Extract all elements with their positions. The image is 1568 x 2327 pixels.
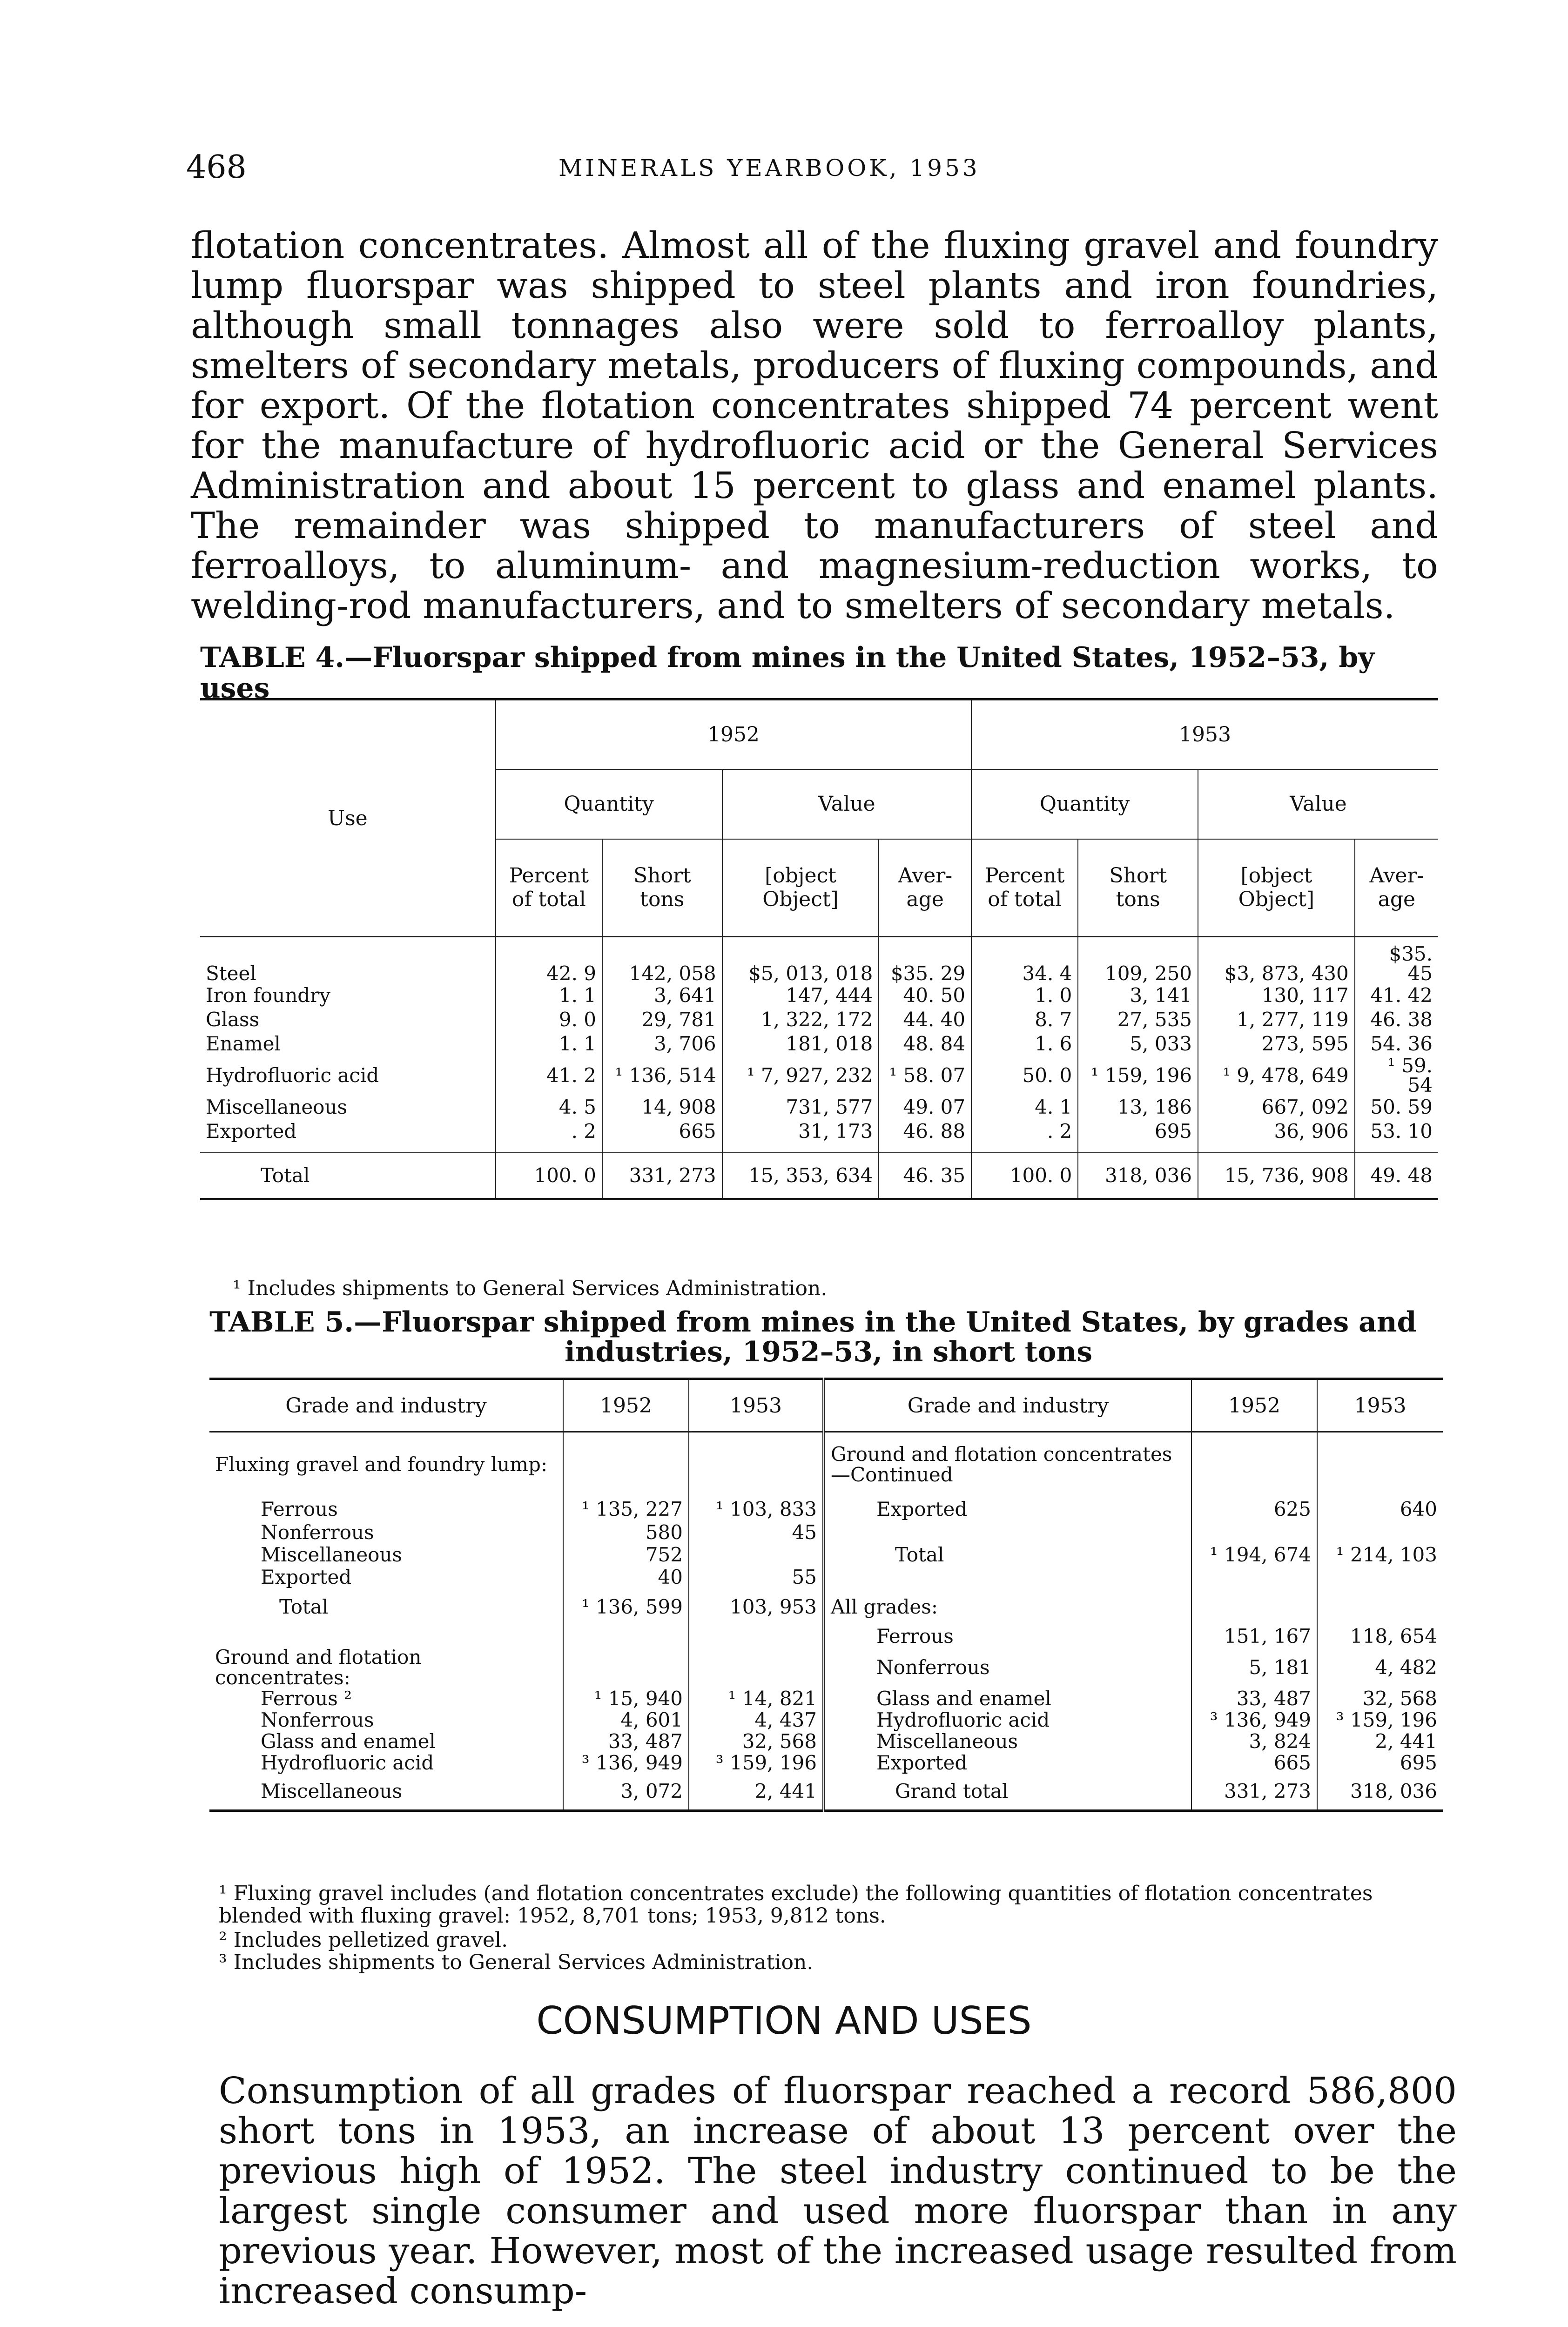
running-header <box>186 149 1438 186</box>
cell-value: ¹ 7, 927, 232 <box>722 1056 879 1095</box>
value-1953: ¹ 14, 821 <box>689 1688 824 1709</box>
cell-value: 1, 277, 119 <box>1198 1008 1355 1032</box>
use-label: Exported <box>206 1119 297 1143</box>
avg-1952-header: Aver-age <box>879 839 971 937</box>
value-1952: ¹ 135, 227 <box>563 1497 689 1521</box>
value-1953: 55 <box>689 1566 824 1588</box>
use-label: Glass <box>206 1008 260 1031</box>
value-1953 <box>689 1544 824 1566</box>
cell-value: 46. 35 <box>879 1153 971 1199</box>
value-1952: 752 <box>563 1544 689 1566</box>
table5-row <box>209 1731 1443 1752</box>
table4-row <box>200 1056 1438 1095</box>
cell-value: 130, 117 <box>1198 983 1355 1008</box>
empty-cell <box>1191 1521 1317 1544</box>
value-1953: 32, 568 <box>1317 1688 1443 1709</box>
quantity-1952-header: Quantity <box>496 769 722 839</box>
value-1953: ³ 159, 196 <box>1317 1709 1443 1731</box>
value-1953: 45 <box>689 1521 824 1544</box>
use-label: Steel <box>206 962 256 985</box>
cell-value: ¹ 159, 196 <box>1078 1056 1198 1095</box>
value-1952: ¹ 136, 599 <box>563 1588 689 1626</box>
grade-label: Glass and enamel <box>261 1729 436 1753</box>
cell-value: 4. 1 <box>971 1095 1078 1119</box>
value-1952: 33, 487 <box>1191 1688 1317 1709</box>
grade-label: Exported <box>824 1752 1191 1774</box>
cell-value: 9. 0 <box>496 1008 602 1032</box>
value-1952: ³ 136, 949 <box>1191 1709 1317 1731</box>
total-1953-header: [object Object] <box>1198 839 1355 937</box>
value-1952: 33, 487 <box>563 1731 689 1752</box>
table5-row <box>209 1709 1443 1731</box>
y1953-header-right: 1953 <box>1317 1379 1443 1432</box>
grade-header-right: Grade and industry <box>824 1379 1191 1432</box>
use-label: Miscellaneous <box>206 1095 348 1118</box>
pct-1953-header: Percent of total <box>971 839 1078 937</box>
table4-row <box>200 983 1438 1008</box>
y1953-header-left: 1953 <box>689 1379 824 1432</box>
cell-value: . 2 <box>971 1119 1078 1143</box>
page-number: 468 <box>186 149 247 186</box>
cell-value: 41. 42 <box>1355 983 1438 1008</box>
cell-value: 49. 07 <box>879 1095 971 1119</box>
col-use-header: Use <box>328 806 368 830</box>
value-1953: ¹ 214, 103 <box>1317 1544 1443 1566</box>
empty-cell <box>689 1432 824 1497</box>
value-1953: 695 <box>1317 1752 1443 1774</box>
y1952-header-right: 1952 <box>1191 1379 1317 1432</box>
cell-value: 54. 36 <box>1355 1032 1438 1056</box>
value-1953: 4, 437 <box>689 1709 824 1731</box>
table5-row <box>209 1521 1443 1544</box>
value-1952: 151, 167 <box>1191 1626 1317 1647</box>
cell-value: 147, 444 <box>722 983 879 1008</box>
cell-value: 3, 141 <box>1078 983 1198 1008</box>
group-heading: All grades: <box>824 1588 1191 1626</box>
total-1952-header: [object Object] <box>722 839 879 937</box>
cell-value: 100. 0 <box>496 1153 602 1199</box>
cell-value: 4. 5 <box>496 1095 602 1119</box>
cell-value: 1. 0 <box>971 983 1078 1008</box>
grade-label: Ferrous <box>824 1626 1191 1647</box>
cell-value: ¹ 59. 54 <box>1355 1056 1438 1095</box>
table5-footnote-1: ¹ Fluxing gravel includes (and flotation concentrates exclude) the following quantities of flotation concentrates blended with fluxing gravel: 1952, 8,701 tons; 1953, 9,812 tons. <box>219 1882 1373 1928</box>
cell-value: 27, 535 <box>1078 1008 1198 1032</box>
cell-value: 31, 173 <box>722 1119 879 1143</box>
grade-header-left: Grade and industry <box>285 1393 487 1418</box>
cell-value: 48. 84 <box>879 1032 971 1056</box>
use-label: Hydrofluoric acid <box>206 1063 379 1087</box>
empty-cell <box>1191 1566 1317 1588</box>
value-1952: ¹ 15, 940 <box>563 1688 689 1709</box>
cell-value: 1. 6 <box>971 1032 1078 1056</box>
cell-value: 50. 0 <box>971 1056 1078 1095</box>
value-1953: 103, 953 <box>689 1588 824 1626</box>
y1952-header-left: 1952 <box>563 1379 689 1432</box>
value-1953-header: Value <box>1198 769 1438 839</box>
cell-value: 42. 9 <box>496 937 602 983</box>
cell-value: $35. 29 <box>879 937 971 983</box>
empty-cell <box>1317 1566 1443 1588</box>
short-1952-header: Short tons <box>602 839 722 937</box>
use-label: Total <box>261 1164 310 1187</box>
value-1953: 640 <box>1317 1497 1443 1521</box>
empty-cell <box>689 1626 824 1647</box>
table4-row <box>200 1008 1438 1032</box>
table5-footnote-3: ³ Includes shipments to General Services Administration. <box>219 1950 814 1974</box>
cell-value: 731, 577 <box>722 1095 879 1119</box>
cell-value: 318, 036 <box>1078 1153 1198 1199</box>
value-1952: 665 <box>1191 1752 1317 1774</box>
cell-value: 50. 59 <box>1355 1095 1438 1119</box>
use-label: Enamel <box>206 1032 281 1055</box>
cell-value: 41. 2 <box>496 1056 602 1095</box>
table4 <box>200 698 1438 1200</box>
cell-value: 15, 353, 634 <box>722 1153 879 1199</box>
empty-cell <box>209 1626 563 1647</box>
table5-footnote-2: ² Includes pelletized gravel. <box>219 1928 508 1952</box>
empty-cell <box>689 1647 824 1688</box>
cell-value: 181, 018 <box>722 1032 879 1056</box>
cell-value: 40. 50 <box>879 983 971 1008</box>
grade-label: Nonferrous <box>824 1647 1191 1688</box>
value-1953: 318, 036 <box>1317 1774 1443 1811</box>
value-1952: 3, 072 <box>563 1774 689 1811</box>
table5-row <box>209 1544 1443 1566</box>
value-1953: ¹ 103, 833 <box>689 1497 824 1521</box>
empty-cell <box>563 1626 689 1647</box>
empty-cell <box>1317 1521 1443 1544</box>
grade-label: Miscellaneous <box>261 1543 403 1566</box>
empty-cell <box>824 1521 1191 1544</box>
cell-value: . 2 <box>496 1119 602 1143</box>
group-heading: Ground and flotation concentrates—Continued <box>824 1432 1191 1497</box>
section-heading: CONSUMPTION AND USES <box>536 1999 1032 2043</box>
grade-label: Miscellaneous <box>824 1731 1191 1752</box>
grade-label: Total <box>279 1595 329 1618</box>
cell-value: 667, 092 <box>1198 1095 1355 1119</box>
use-label: Iron foundry <box>206 983 330 1007</box>
grade-label: Hydrofluoric acid <box>824 1709 1191 1731</box>
grade-label: Ferrous ² <box>261 1687 352 1710</box>
cell-value: 5, 033 <box>1078 1032 1198 1056</box>
cell-value: 3, 641 <box>602 983 722 1008</box>
paragraph-1: flotation concentrates. Almost all of the fluxing gravel and foundry lump fluorspar was shipped to steel plants and iron foundries, although small tonnages also were sold to ferroalloy plants, smelters of secondary metals, producers of fluxing compounds, and for export. Of the flotation concentrates shipped 74 percent went for the manufacture of hydrofluoric acid or the General Services Administration and about 15 percent to glass and enamel plants. The remainder was shipped to manufacturers of steel and ferroalloys, to aluminum- and magnesium-reduction works, to welding-rod manufacturers, and to smelters of secondary metals. <box>191 225 1438 627</box>
empty-cell <box>1317 1588 1443 1626</box>
grade-label: Miscellaneous <box>261 1780 403 1803</box>
paragraph-2: Consumption of all grades of fluorspar reached a record 586,800 short tons in 1953, an increase of about 13 percent over the previous high of 1952. The steel industry continued to be the largest single consumer and used more fluorspar than in any previous year. However, most of the increased usage resulted from increased consump- <box>219 2070 1457 2312</box>
table5-row <box>209 1432 1443 1497</box>
cell-value: 44. 40 <box>879 1008 971 1032</box>
year-1952-header: 1952 <box>496 699 971 769</box>
cell-value: 15, 736, 908 <box>1198 1153 1355 1199</box>
table5-row <box>209 1647 1443 1688</box>
grade-label: Exported <box>261 1565 352 1588</box>
cell-value: 331, 273 <box>602 1153 722 1199</box>
grade-label: Total <box>824 1544 1191 1566</box>
cell-value: 14, 908 <box>602 1095 722 1119</box>
empty-cell <box>563 1647 689 1688</box>
value-1952: 580 <box>563 1521 689 1544</box>
quantity-1953-header: Quantity <box>971 769 1198 839</box>
table5-caption-1: TABLE 5.—Fluorspar shipped from mines in the United States, by grades and <box>209 1306 1417 1338</box>
value-1953: 4, 482 <box>1317 1647 1443 1688</box>
cell-value: 29, 781 <box>602 1008 722 1032</box>
grade-label: Grand total <box>824 1774 1191 1811</box>
empty-cell <box>1191 1588 1317 1626</box>
cell-value: $35. 45 <box>1355 937 1438 983</box>
cell-value: 46. 38 <box>1355 1008 1438 1032</box>
cell-value: ¹ 136, 514 <box>602 1056 722 1095</box>
table4-row <box>200 1095 1438 1119</box>
table4-row <box>200 1119 1438 1143</box>
table5-row <box>209 1774 1443 1811</box>
table5-row <box>209 1626 1443 1647</box>
group-heading: Ground and flotation concentrates: <box>215 1645 422 1689</box>
cell-value: 1. 1 <box>496 983 602 1008</box>
value-1952: 3, 824 <box>1191 1731 1317 1752</box>
cell-value: $5, 013, 018 <box>722 937 879 983</box>
table5 <box>209 1378 1443 1812</box>
group-heading: Fluxing gravel and foundry lump: <box>215 1453 548 1476</box>
table4-row <box>200 937 1438 983</box>
value-1952: 625 <box>1191 1497 1317 1521</box>
cell-value: 142, 058 <box>602 937 722 983</box>
short-1953-header: Short tons <box>1078 839 1198 937</box>
cell-value: 695 <box>1078 1119 1198 1143</box>
grade-label: Nonferrous <box>261 1520 374 1544</box>
value-1952-header: Value <box>722 769 971 839</box>
cell-value: 665 <box>602 1119 722 1143</box>
table5-row <box>209 1688 1443 1709</box>
cell-value: 8. 7 <box>971 1008 1078 1032</box>
table5-row <box>209 1752 1443 1774</box>
table5-row <box>209 1588 1443 1626</box>
cell-value: 1, 322, 172 <box>722 1008 879 1032</box>
table4-row <box>200 1032 1438 1056</box>
value-1952: 40 <box>563 1566 689 1588</box>
empty-cell <box>1191 1432 1317 1497</box>
table5-row <box>209 1497 1443 1521</box>
empty-cell <box>824 1566 1191 1588</box>
cell-value: 3, 706 <box>602 1032 722 1056</box>
cell-value: 53. 10 <box>1355 1119 1438 1143</box>
empty-cell <box>1317 1432 1443 1497</box>
empty-cell <box>563 1432 689 1497</box>
year-1953-header: 1953 <box>971 699 1438 769</box>
table5-caption-2: industries, 1952–53, in short tons <box>565 1336 1092 1368</box>
pct-1952-header: Percent of total <box>496 839 602 937</box>
table4-caption: TABLE 4.—Fluorspar shipped from mines in the United States, 1952–53, by uses <box>200 641 1375 705</box>
value-1953: 2, 441 <box>689 1774 824 1811</box>
value-1952: ³ 136, 949 <box>563 1752 689 1774</box>
value-1953: 2, 441 <box>1317 1731 1443 1752</box>
grade-label: Glass and enamel <box>824 1688 1191 1709</box>
cell-value: $3, 873, 430 <box>1198 937 1355 983</box>
value-1953: 32, 568 <box>689 1731 824 1752</box>
cell-value: 273, 595 <box>1198 1032 1355 1056</box>
cell-value: 46. 88 <box>879 1119 971 1143</box>
running-title: MINERALS YEARBOOK, 1953 <box>559 155 980 182</box>
cell-value: 109, 250 <box>1078 937 1198 983</box>
value-1952: 5, 181 <box>1191 1647 1317 1688</box>
cell-value: 1. 1 <box>496 1032 602 1056</box>
grade-label: Hydrofluoric acid <box>261 1751 434 1774</box>
grade-label: Ferrous <box>261 1497 338 1520</box>
cell-value: 100. 0 <box>971 1153 1078 1199</box>
value-1952: ¹ 194, 674 <box>1191 1544 1317 1566</box>
table5-row <box>209 1566 1443 1588</box>
value-1952: 4, 601 <box>563 1709 689 1731</box>
avg-1953-header: Aver-age <box>1355 839 1438 937</box>
cell-value: 34. 4 <box>971 937 1078 983</box>
cell-value: 49. 48 <box>1355 1153 1438 1199</box>
value-1952: 331, 273 <box>1191 1774 1317 1811</box>
value-1953: ³ 159, 196 <box>689 1752 824 1774</box>
cell-value: ¹ 58. 07 <box>879 1056 971 1095</box>
table4-total-row <box>200 1153 1438 1199</box>
cell-value: ¹ 9, 478, 649 <box>1198 1056 1355 1095</box>
cell-value: 36, 906 <box>1198 1119 1355 1143</box>
table4-footnote: ¹ Includes shipments to General Services Administration. <box>233 1277 828 1300</box>
grade-label: Nonferrous <box>261 1708 374 1731</box>
cell-value: 13, 186 <box>1078 1095 1198 1119</box>
value-1953: 118, 654 <box>1317 1626 1443 1647</box>
grade-label: Exported <box>824 1497 1191 1521</box>
